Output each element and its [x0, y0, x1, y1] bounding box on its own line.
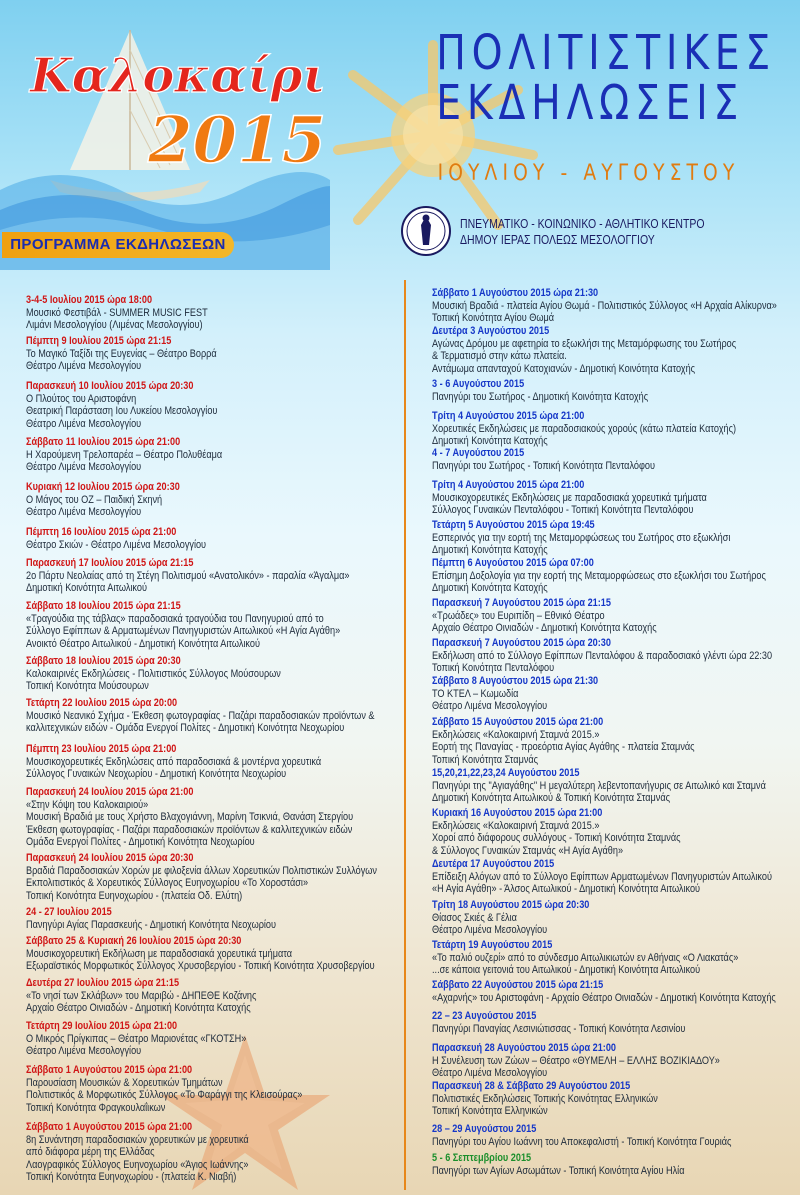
event-date: 4 - 7 Αυγούστου 2015 [432, 447, 525, 459]
event-detail: 2ο Πάρτυ Νεολαίας από τη Στέγη Πολιτισμού «Ανατολικόν» - παραλία «Άγαλμα» [26, 569, 350, 582]
event-detail: Δημοτική Κοινότητα Αιτωλικού & Τοπική Κοινότητα Σταμνάς [432, 792, 671, 805]
event-detail: Πανηγύρι του Σωτήρος - Τοπική Κοινότητα Πενταλόφου [432, 459, 655, 472]
event-item [26, 935, 375, 973]
event-date: Σάββατο 1 Αυγούστου 2015 ώρα 21:00 [26, 1064, 193, 1076]
event-detail: Θέατρο Σκιών - Θέατρο Λιμένα Μεσολογγίου [26, 538, 207, 551]
event-detail: Θίασος Σκιές & Γέλια [432, 911, 517, 924]
event-date: 24 - 27 Ιουλίου 2015 [26, 906, 112, 918]
event-item [26, 655, 281, 693]
event-date: Παρασκευή 28 Αυγούστου 2015 ώρα 21:00 [432, 1042, 617, 1054]
event-item [432, 1152, 684, 1177]
event-detail: «Τραγούδια της τάβλας» παραδοσιακά τραγούδια του Πανηγυριού από το [26, 612, 324, 625]
event-item [26, 481, 180, 519]
event-detail: & Σύλλογος Γυναικών Σταμνάς «Η Αγία Αγάθη» [432, 844, 624, 857]
column-divider [404, 280, 406, 1190]
event-detail: Εξωραϊστικός Μορφωτικός Σύλλογος Χρυσοβεργίου - Τοπική Κοινότητα Χρυσοβεργίου [26, 960, 375, 973]
event-date: 28 – 29 Αυγούστου 2015 [432, 1123, 537, 1135]
event-item [26, 906, 276, 931]
event-detail: καλλιτεχνικών ειδών - Ομάδα Ενεργοί Πολίτες - Δημοτική Κοινότητα Νεοχωρίου [26, 722, 345, 735]
event-detail: Μουσική Βραδιά - πλατεία Αγίου Θωμά - Πολιτιστικός Σύλλογος «Η Αρχαία Αλίκυρνα» [432, 299, 777, 312]
event-date: 3-4-5 Ιουλίου 2015 ώρα 18:00 [26, 294, 153, 306]
event-date: Σάββατο 1 Αυγούστου 2015 ώρα 21:30 [432, 287, 599, 299]
event-detail: Δημοτική Κοινότητα Κατοχής [432, 544, 548, 557]
event-item [432, 716, 695, 766]
event-detail: Τοπική Κοινότητα Αγίου Θωμά [432, 312, 554, 325]
event-item [432, 899, 589, 937]
event-detail: Μουσικοχορευτικές Εκδηλώσεις με παραδοσιακά χορευτικά τμήματα [432, 491, 707, 504]
event-item [26, 1121, 249, 1184]
event-detail: Μουσικοχορευτικές Εκδηλώσεις από παραδοσιακά & μοντέρνα χορευτικά [26, 755, 322, 768]
event-detail: Πανηγύρι της "Αγιαγάθης" Η μεγαλύτερη λεβεντοπανήγυρις σε Αιτωλικό και Σταμνά [432, 779, 766, 792]
event-detail: Θέατρο Λιμένα Μεσολογγίου [26, 461, 142, 474]
event-item [26, 697, 375, 735]
event-detail: Πολιτιστικός & Μορφωτικός Σύλλογος «Το Φαράγγι της Κλεισούρας» [26, 1089, 303, 1102]
event-date: Πέμπτη 16 Ιουλίου 2015 ώρα 21:00 [26, 526, 177, 538]
event-detail: Θέατρο Λιμένα Μεσολογγίου [432, 700, 548, 713]
event-item [432, 807, 681, 857]
event-date: Παρασκευή 17 Ιουλίου 2015 ώρα 21:15 [26, 557, 194, 569]
event-date: Παρασκευή 7 Αυγούστου 2015 ώρα 21:15 [432, 597, 611, 609]
event-item [26, 436, 222, 474]
event-item [26, 526, 206, 551]
event-item [432, 1123, 731, 1148]
event-detail: Τοπική Κοινότητα Σταμνάς [432, 753, 539, 766]
event-date: 3 - 6 Αυγούστου 2015 [432, 378, 525, 390]
page-title [436, 25, 777, 131]
event-detail: Επίδειξη Αλόγων από το Σύλλογο Εφίππων Αρματωμένων Πανηγυριστών Αιτωλικού [432, 870, 772, 883]
event-date: Σάββατο 1 Αυγούστου 2015 ώρα 21:00 [26, 1121, 193, 1133]
event-detail: Θέατρο Λιμένα Μεσολογγίου [26, 1045, 142, 1058]
event-date: Πέμπτη 23 Ιουλίου 2015 ώρα 21:00 [26, 743, 177, 755]
event-date: Τρίτη 4 Αυγούστου 2015 ώρα 21:00 [432, 479, 585, 491]
event-detail: Σύλλογος Γυναικών Πενταλόφου - Τοπική Κοινότητα Πενταλόφου [432, 504, 694, 517]
event-detail: ΤΟ ΚΤΕΛ – Κωμωδία [432, 687, 519, 700]
event-detail: Ανοικτό Θέατρο Αιτωλικού - Δημοτική Κοινότητα Αιτωλικού [26, 637, 260, 650]
event-detail: Επίσημη Δοξολογία για την εορτή της Μεταμορφώσεως στο εξωκλήσι του Σωτήρος [432, 569, 766, 582]
event-detail: Πολιτιστικές Εκδηλώσεις Τοπικής Κοινότητας Ελληνικών [432, 1092, 658, 1105]
event-detail: Αγώνας Δρόμου με αφετηρία το εξωκλήσι της Μεταμόρφωσης του Σωτήρος [432, 337, 737, 350]
event-date: Τρίτη 18 Αυγούστου 2015 ώρα 20:30 [432, 899, 590, 911]
event-item [26, 1020, 246, 1058]
event-detail: Αρχαίο Θέατρο Οινιαδών - Δημοτική Κοινότητα Κατοχής [26, 1002, 251, 1015]
program-banner: ΠΡΟΓΡΑΜΜΑ ΕΚΔΗΛΩΣΕΩΝ [2, 232, 234, 258]
event-item [432, 447, 655, 472]
subtitle-months: ΙΟΥΛΙΟΥ - ΑΥΓΟΥΣΤΟΥ [437, 161, 740, 186]
event-item [432, 325, 736, 375]
event-date: Πέμπτη 9 Ιουλίου 2015 ώρα 21:15 [26, 335, 172, 347]
municipality-emblem-icon [400, 205, 452, 257]
event-item [432, 1042, 720, 1080]
event-date: Σάββατο 8 Αυγούστου 2015 ώρα 21:30 [432, 675, 599, 687]
event-date: Κυριακή 12 Ιουλίου 2015 ώρα 20:30 [26, 481, 180, 493]
event-detail: Τοπική Κοινότητα Πενταλόφου [432, 662, 555, 675]
event-date: Τετάρτη 29 Ιουλίου 2015 ώρα 21:00 [26, 1020, 178, 1032]
event-detail: Βραδιά Παραδοσιακών Χορών με φιλοξενία άλλων Χορευτικών Πολιτιστικών Συλλόγων [26, 864, 377, 877]
event-detail: Δημοτική Κοινότητα Κατοχής [432, 582, 548, 595]
event-detail: Πανηγύρι Παναγίας Λεσινιώτισσας - Τοπική Κοινότητα Λεσινίου [432, 1022, 686, 1035]
event-item [26, 786, 353, 849]
event-detail: Λαογραφικός Σύλλογος Ευηνοχωρίου «Άγιος Ιωάννης» [26, 1158, 249, 1171]
event-detail: Θέατρο Λιμένα Μεσολογγίου [26, 417, 142, 430]
event-date: Σάββατο 18 Ιουλίου 2015 ώρα 21:15 [26, 600, 181, 612]
event-date: Παρασκευή 28 & Σάββατο 29 Αυγούστου 2015 [432, 1080, 631, 1092]
event-detail: Αρχαίο Θέατρο Οινιαδών - Δημοτική Κοινότητα Κατοχής [432, 622, 657, 635]
event-detail: Πανηγύρι του Αγίου Ιωάννη του Αποκεφαλιστή - Τοπική Κοινότητα Γουριάς [432, 1135, 732, 1148]
organizer-line-1: ΠΝΕΥΜΑΤΙΚΟ - ΚΟΙΝΩΝΙΚΟ - ΑΘΛΗΤΙΚΟ ΚΕΝΤΡΟ [460, 217, 705, 231]
event-date: Παρασκευή 24 Ιουλίου 2015 ώρα 21:00 [26, 786, 194, 798]
event-detail: Πανηγύρι Αγίας Παρασκευής - Δημοτική Κοινότητα Νεοχωρίου [26, 918, 276, 931]
title-line-1: ΠΟΛΙΤΙΣΤΙΚΕΣ [436, 25, 777, 81]
event-item [432, 378, 648, 403]
event-detail: Παρουσίαση Μουσικών & Χορευτικών Τμημάτων [26, 1076, 223, 1089]
event-detail: Χοροί από διάφορους συλλόγους - Τοπική Κοινότητα Σταμνάς [432, 832, 681, 845]
event-detail: Δημοτική Κοινότητα Κατοχής [432, 435, 548, 448]
event-detail: Χορευτικές Εκδηλώσεις με παραδοσιακούς χορούς (κάτω πλατεία Κατοχής) [432, 422, 737, 435]
event-detail: Ομάδα Ενεργοί Πολίτες - Δημοτική Κοινότητα Νεοχωρίου [26, 836, 255, 849]
event-date: Πέμπτη 6 Αυγούστου 2015 ώρα 07:00 [432, 557, 594, 569]
event-item [432, 675, 598, 713]
event-detail: Μουσικοχορευτική Εκδήλωση με παραδοσιακά χορευτικά τμήματα [26, 947, 293, 960]
organizer-info [460, 216, 729, 248]
event-date: Σάββατο 22 Αυγούστου 2015 ώρα 21:15 [432, 979, 604, 991]
event-detail: από διάφορα μέρη της Ελλάδας [26, 1146, 155, 1159]
event-item [26, 380, 217, 430]
event-detail: «Το νησί των Σκλάβων» του Μαριβώ - ΔΗΠΕΘΕ Κοζάνης [26, 989, 257, 1002]
event-date: Δευτέρα 17 Αυγούστου 2015 [432, 858, 555, 870]
event-item [432, 858, 772, 896]
event-detail: Πανηγύρι του Σωτήρος - Δημοτική Κοινότητα Κατοχής [432, 390, 649, 403]
event-detail: Τοπική Κοινότητα Φραγκουλαΐικων [26, 1101, 166, 1114]
event-item [26, 743, 321, 781]
event-detail: Εσπερινός για την εορτή της Μεταμορφώσεως του Σωτήρος στο εξωκλήσι [432, 531, 731, 544]
event-detail: Θέατρο Λιμένα Μεσολογγίου [432, 1067, 548, 1080]
event-item [26, 1064, 302, 1114]
event-detail: Εκδηλώσεις «Καλοκαιρινή Σταμνά 2015.» [432, 728, 600, 741]
event-date: Παρασκευή 7 Αυγούστου 2015 ώρα 20:30 [432, 637, 611, 649]
event-item [26, 852, 377, 902]
event-detail: Ο Πλούτος του Αριστοφάνη [26, 392, 137, 405]
event-date: Τετάρτη 19 Αυγούστου 2015 [432, 939, 553, 951]
event-item [26, 335, 217, 373]
event-date: Τετάρτη 22 Ιουλίου 2015 ώρα 20:00 [26, 697, 178, 709]
event-date: Σάββατο 25 & Κυριακή 26 Ιουλίου 2015 ώρα 20:30 [26, 935, 242, 947]
event-detail: Σύλλογο Εφίππων & Αρματωμένων Πανηγυριστών Αιτωλικού «Η Αγία Αγάθη» [26, 625, 341, 638]
event-item [26, 557, 349, 595]
event-date: Τρίτη 4 Αυγούστου 2015 ώρα 21:00 [432, 410, 585, 422]
event-item [432, 1080, 658, 1118]
event-detail: Εκπολιτιστικός & Χορευτικός Σύλλογος Ευηνοχωρίου «Το Χοροστάσι» [26, 877, 309, 890]
event-detail: Θεατρική Παράσταση Ιου Λυκείου Μεσολογγίου [26, 405, 218, 418]
event-detail: Ο Μικρός Πρίγκιπας – Θέατρο Μαριονέτας «ΓΚΟΤΣΗ» [26, 1032, 247, 1045]
event-detail: Το Μαγικό Ταξίδι της Ευγενίας – Θέατρο Βορρά [26, 347, 217, 360]
event-detail: Εκδήλωση από το Σύλλογο Εφίππων Πενταλόφου & παραδοσιακό γλέντι ώρα 22:30 [432, 649, 773, 662]
event-item [432, 597, 657, 635]
event-item [432, 939, 738, 977]
event-date: 22 – 23 Αυγούστου 2015 [432, 1010, 537, 1022]
event-item [432, 637, 772, 675]
event-detail: Μουσικό Νεανικό Σχήμα - Έκθεση φωτογραφίας - Παζάρι παραδοσιακών προϊόντων & [26, 709, 375, 722]
event-detail: Η Χαρούμενη Τρελοπαρέα – Θέατρο Πολυθέαμα [26, 448, 223, 461]
logo-year: 2015 [148, 103, 326, 174]
event-detail: Θέατρο Λιμένα Μεσολογγίου [26, 506, 142, 519]
title-line-2: ΕΚΔΗΛΩΣΕΙΣ [436, 75, 745, 131]
event-detail: «Στην Κόψη του Καλοκαιριού» [26, 798, 149, 811]
event-detail: Η Συνέλευση των Ζώων – Θέατρο «ΘΥΜΕΛΗ – ΕΛΛΗΣ ΒΟΖΙΚΙΑΔΟΥ» [432, 1054, 720, 1067]
event-detail: Θέατρο Λιμένα Μεσολογγίου [432, 924, 548, 937]
event-detail: Σύλλογος Γυναικών Νεοχωρίου - Δημοτική Κοινότητα Νεοχωρίου [26, 768, 287, 781]
event-date: 5 - 6 Σεπτεμβρίου 2015 [432, 1152, 532, 1164]
event-detail: «Το παλιό ουζερί» από το σύνδεσμο Αιτωλικιωτών εν Αθήναις «Ο Λιακατάς» [432, 951, 739, 964]
event-detail: Ο Μάγος του ΟΖ – Παιδική Σκηνή [26, 493, 163, 506]
event-date: Τετάρτη 5 Αυγούστου 2015 ώρα 19:45 [432, 519, 595, 531]
event-date: Σάββατο 15 Αυγούστου 2015 ώρα 21:00 [432, 716, 604, 728]
event-detail: & Τερματισμό στην κάτω πλατεία. [432, 350, 567, 363]
event-date: Δευτέρα 3 Αυγούστου 2015 [432, 325, 550, 337]
event-detail: Τοπική Κοινότητα Ευηνοχωρίου - (πλατεία Κ. Νιαβή) [26, 1171, 237, 1184]
event-detail: Μουσικό Φεστιβάλ - SUMMER MUSIC FEST [26, 306, 208, 319]
event-detail: Πανηγύρι των Αγίων Ασωμάτων - Τοπική Κοινότητα Αγίου Ηλία [432, 1164, 685, 1177]
organizer-line-2: ΔΗΜΟΥ ΙΕΡΑΣ ΠΟΛΕΩΣ ΜΕΣΟΛΟΓΓΙΟΥ [460, 233, 655, 247]
event-date: 15,20,21,22,23,24 Αυγούστου 2015 [432, 767, 580, 779]
event-date: Σάββατο 18 Ιουλίου 2015 ώρα 20:30 [26, 655, 181, 667]
event-detail: Αντάμωμα απανταχού Κατοχιανών - Δημοτική Κοινότητα Κατοχής [432, 362, 696, 375]
logo-word: Καλοκαίρι [30, 48, 326, 104]
event-item [432, 1010, 685, 1035]
event-detail: Καλοκαιρινές Εκδηλώσεις - Πολιτιστικός Σύλλογος Μούσουρων [26, 667, 281, 680]
event-item [26, 977, 256, 1015]
event-date: Κυριακή 16 Αυγούστου 2015 ώρα 21:00 [432, 807, 603, 819]
event-date: Παρασκευή 10 Ιουλίου 2015 ώρα 20:30 [26, 380, 194, 392]
event-detail: Τοπική Κοινότητα Ευηνοχωρίου - (πλατεία Οδ. Ελύτη) [26, 889, 243, 902]
event-detail: Μουσική Βραδιά με τους Χρήστο Βλαχογιάννη, Μαρίνη Τσικνιά, Θανάση Στεργίου [26, 811, 354, 824]
event-date: Σάββατο 11 Ιουλίου 2015 ώρα 21:00 [26, 436, 181, 448]
event-date: Δευτέρα 27 Ιουλίου 2015 ώρα 21:15 [26, 977, 180, 989]
summer-2015-logo [26, 34, 326, 174]
event-detail: «Η Αγία Αγάθη» - Άλσος Αιτωλικού - Δημοτική Κοινότητα Αιτωλικού [432, 883, 701, 896]
event-detail: Θέατρο Λιμένα Μεσολογγίου [26, 360, 142, 373]
event-item [432, 557, 766, 595]
event-item [432, 519, 730, 557]
event-detail: Έκθεση φωτογραφίας - Παζάρι παραδοσιακών προϊόντων & καλλιτεχνικών ειδών [26, 823, 353, 836]
event-detail: Εορτή της Παναγίας - προεόρτια Αγίας Αγάθης - πλατεία Σταμνάς [432, 741, 695, 754]
event-detail: Δημοτική Κοινότητα Αιτωλικού [26, 582, 147, 595]
event-item [432, 979, 776, 1004]
event-detail: «Τρωάδες» του Ευριπίδη – Εθνικό Θέατρο [432, 609, 605, 622]
event-item [432, 410, 736, 448]
event-item [26, 294, 208, 332]
event-item [432, 287, 777, 325]
event-detail: Τοπική Κοινότητα Μούσουρων [26, 680, 149, 693]
event-item [26, 600, 340, 650]
event-detail: ...σε κάποια γειτονιά του Αιτωλικού - Δημοτική Κοινότητα Αιτωλικού [432, 964, 701, 977]
event-detail: 8η Συνάντηση παραδοσιακών χορευτικών με χορευτικά [26, 1133, 249, 1146]
event-detail: «Αχαρνής» του Αριστοφάνη - Αρχαίο Θέατρο Οινιαδών - Δημοτική Κοινότητα Κατοχής [432, 991, 776, 1004]
event-detail: Λιμάνι Μεσολογγίου (Λιμένας Μεσολογγίου) [26, 319, 203, 332]
event-item [432, 479, 707, 517]
event-item [432, 767, 766, 805]
event-detail: Εκδηλώσεις «Καλοκαιρινή Σταμνά 2015.» [432, 819, 600, 832]
event-detail: Τοπική Κοινότητα Ελληνικών [432, 1105, 548, 1118]
event-date: Παρασκευή 24 Ιουλίου 2015 ώρα 20:30 [26, 852, 194, 864]
